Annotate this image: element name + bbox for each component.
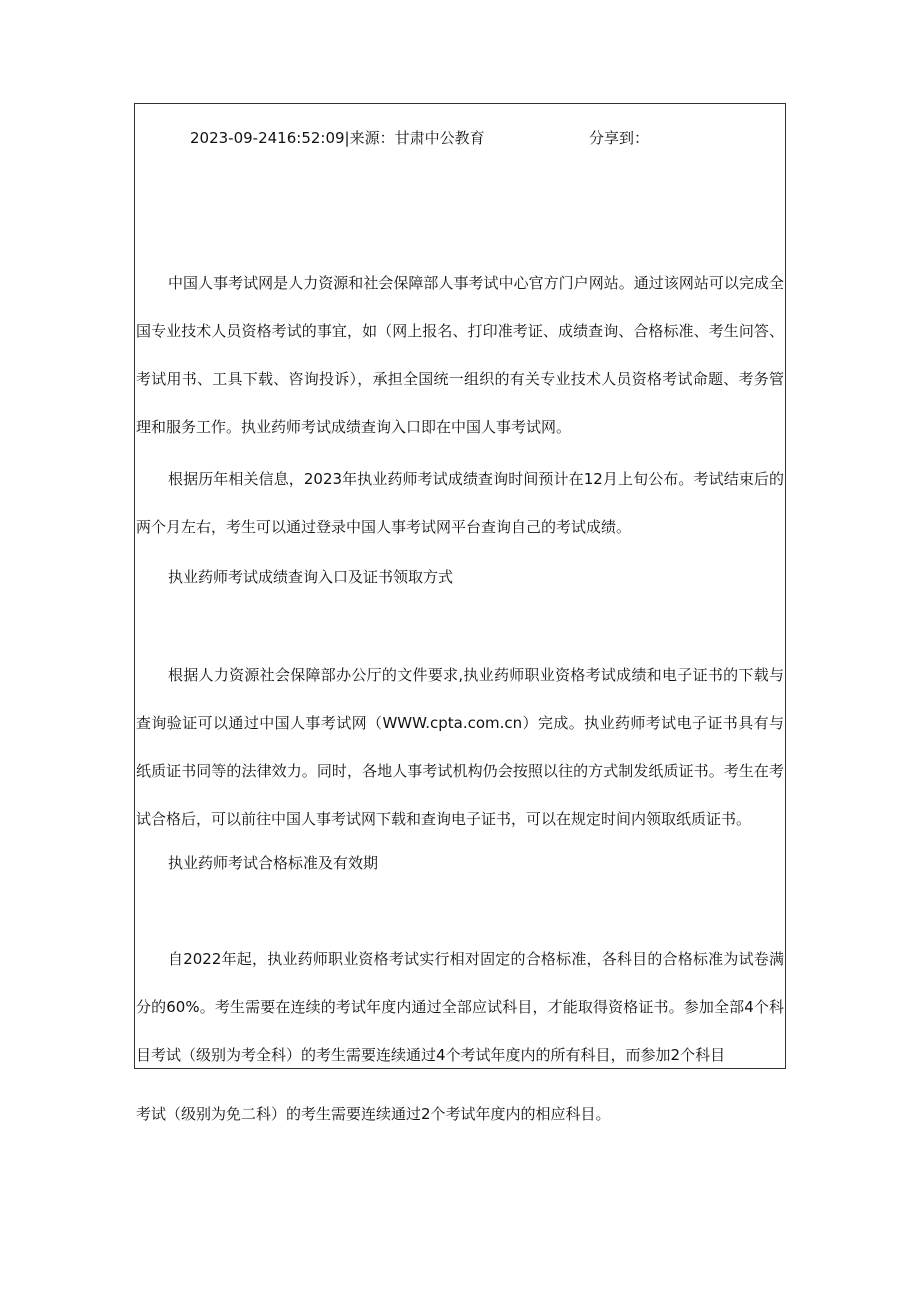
paragraph-passing-standard: 自2022年起，执业药师职业资格考试实行相对固定的合格标准，各科目的合格标准为试卷满分的60%。考生需要在连续的考试年度内通过全部应试科目，才能取得资格证书。参加全部4个科目考试（级别为考全科）的考生需要连续通过4个考试年度内的所有科目，而参加2个科目: [136, 950, 784, 1064]
paragraph-continuation: 考试（级别为免二科）的考生需要连续通过2个考试年度内的相应科目。: [136, 1105, 611, 1123]
paragraph-intro: 中国人事考试网是人力资源和社会保障部人事考试中心官方门户网站。通过该网站可以完成全国专业技术人员资格考试的事宜，如（网上报名、打印准考证、成绩查询、合格标准、考生问答、考试用书、工具下载、咨询投诉），承担全国统一组织的有关专业技术人员资格考试命题、考务管理和服务工作。执业药师考试成绩查询入口即在中国人事考试网。: [136, 274, 784, 436]
section-heading-passing-standard: 执业药师考试合格标准及有效期: [168, 854, 379, 872]
paragraph-certificate: 根据人力资源社会保障部办公厅的文件要求,执业药师职业资格考试成绩和电子证书的下载与查询验证可以通过中国人事考试网（WWW.cpta.com.cn）完成。执业药师考试电子证书具有与纸质证书同等的法律效力。同时，各地人事考试机构仍会按照以往的方式制发纸质证书。考生在考试合格后，可以前往中国人事考试网下载和查询电子证书，可以在规定时间内领取纸质证书。: [136, 666, 784, 828]
share-label: 分享到：: [589, 129, 650, 147]
article-meta: 2023-09-2416:52:09|来源：甘肃中公教育: [190, 129, 485, 147]
section-heading-query-entry: 执业药师考试成绩查询入口及证书领取方式: [168, 568, 454, 586]
paragraph-query-time: 根据历年相关信息，2023年执业药师考试成绩查询时间预计在12月上旬公布。考试结束后的两个月左右，考生可以通过登录中国人事考试网平台查询自己的考试成绩。: [136, 470, 784, 536]
